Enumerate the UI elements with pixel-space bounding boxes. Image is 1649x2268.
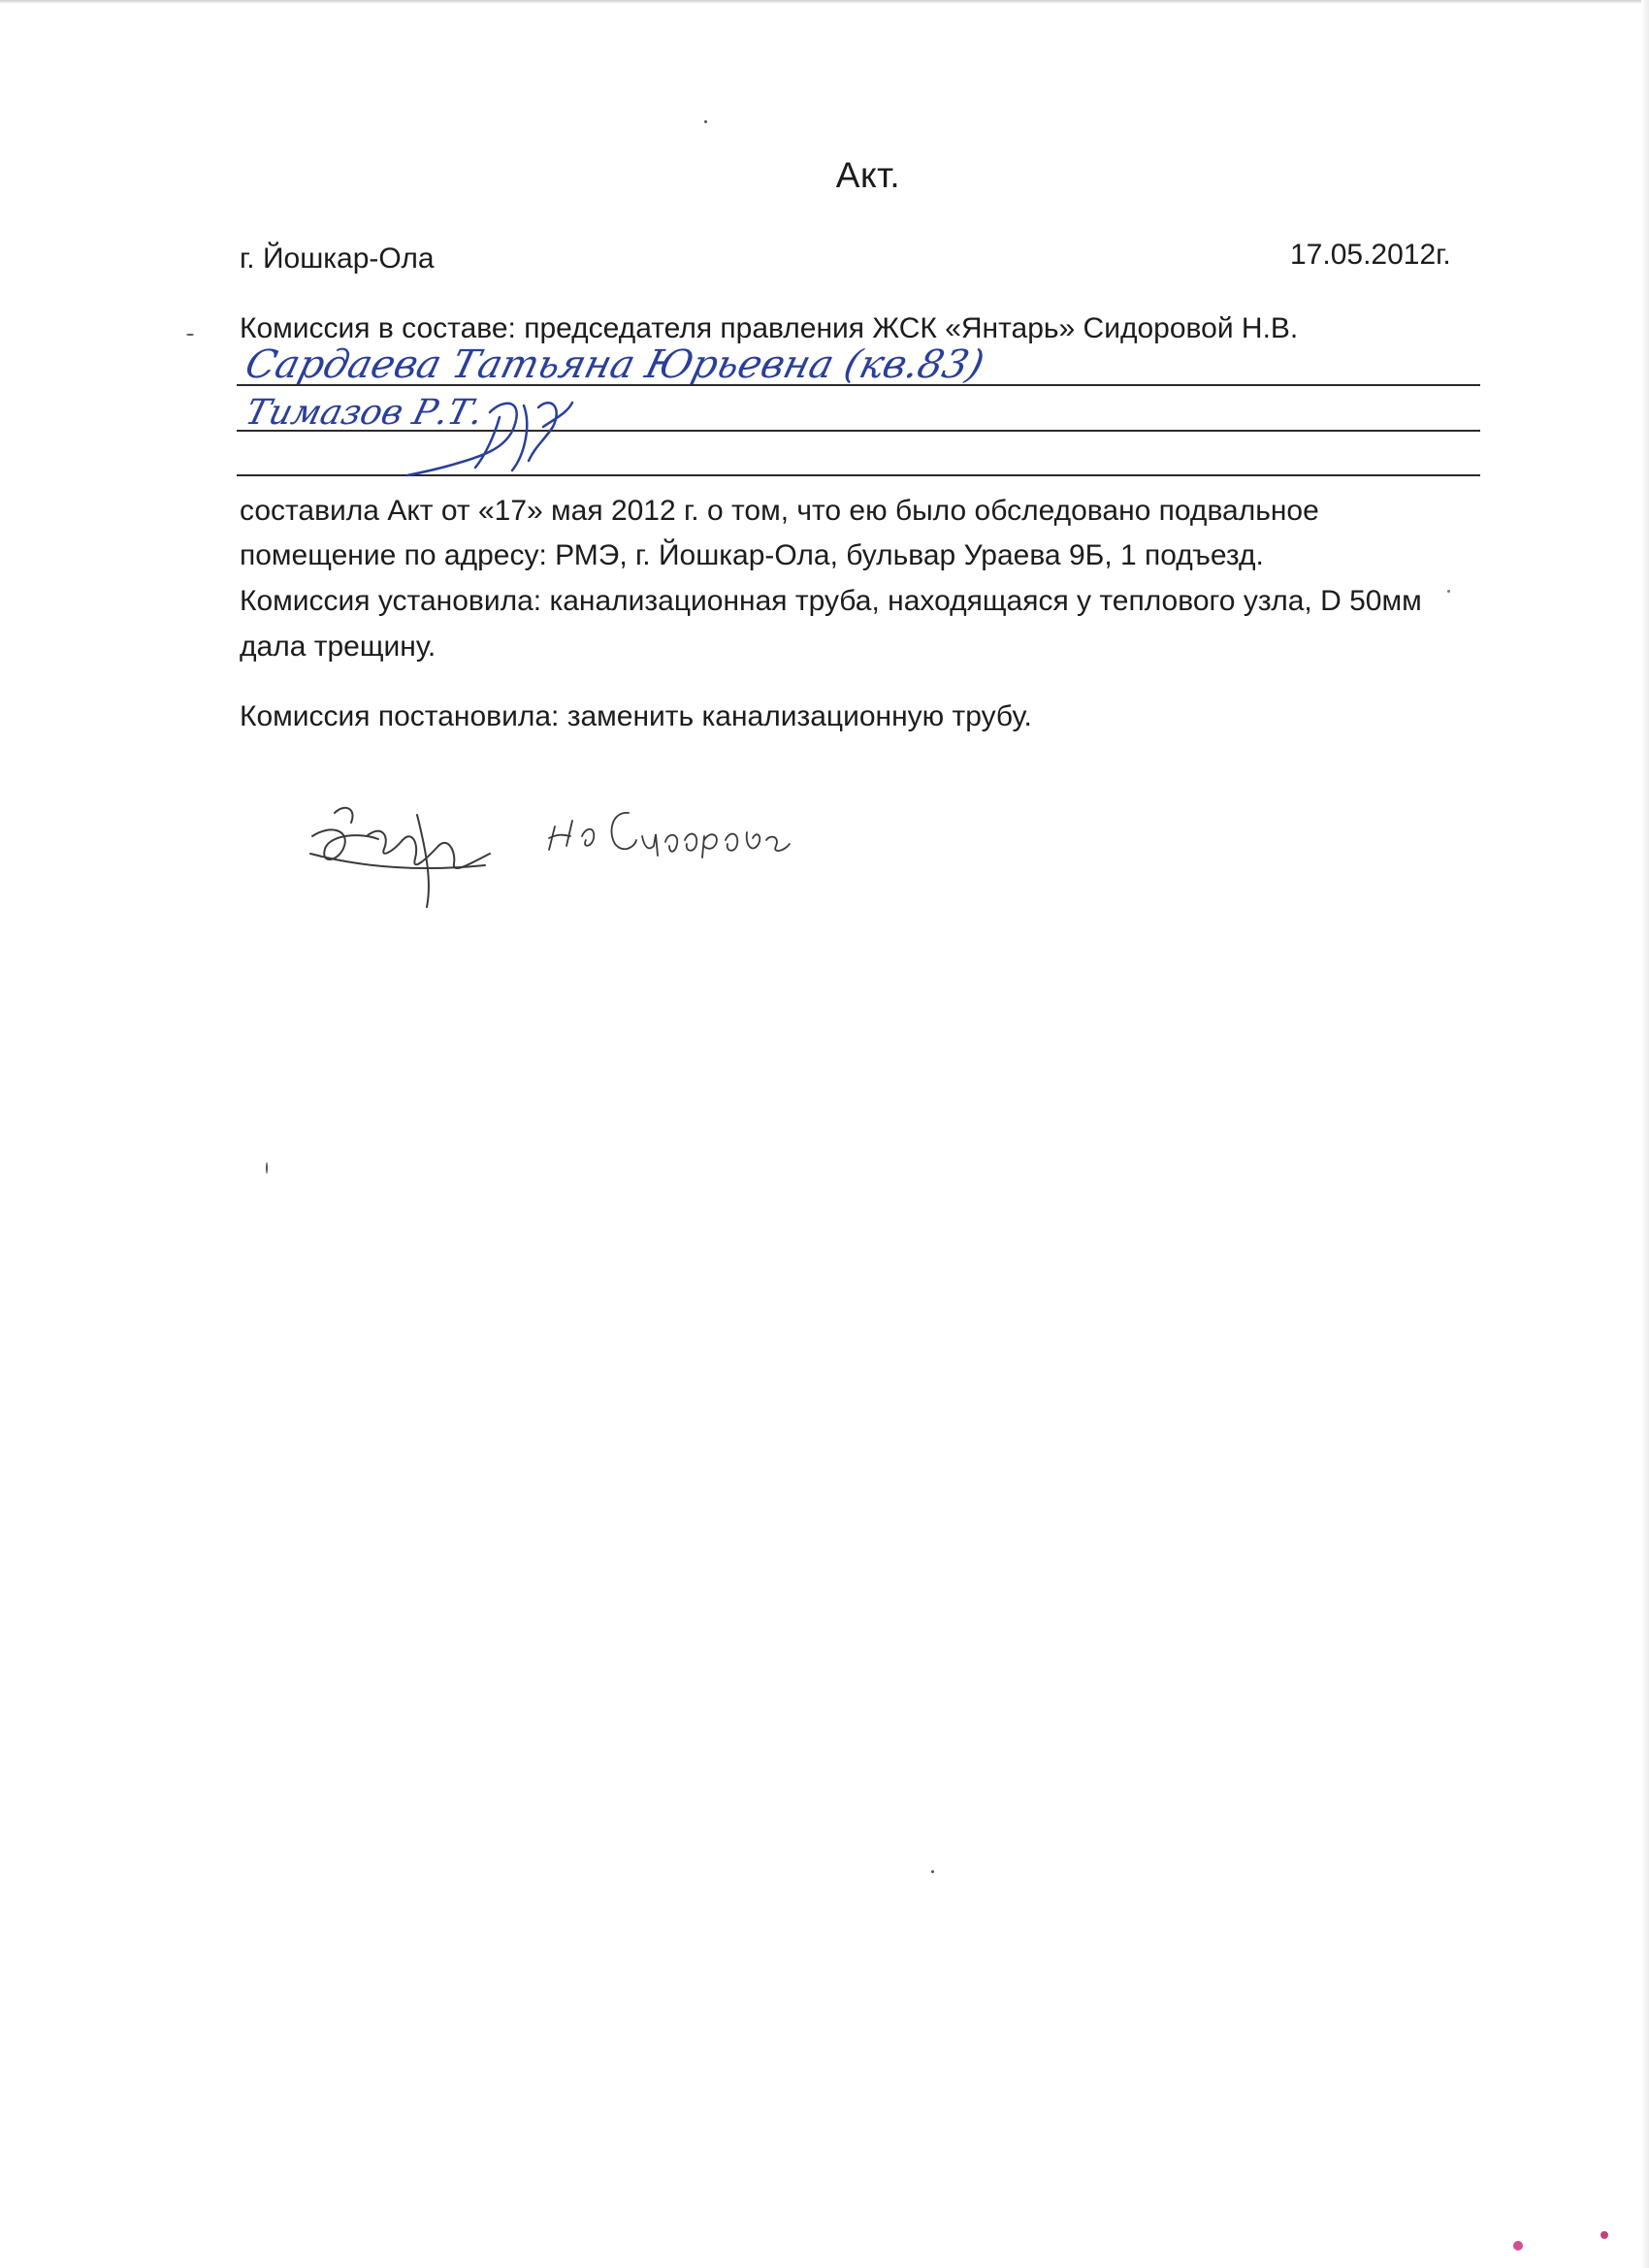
scan-speck <box>266 1162 268 1174</box>
body-line-3: Комиссия установила: канализационная труба, находящаяся у теплового узла, D 50мм <box>240 585 1422 617</box>
scan-speck <box>186 334 194 336</box>
city-label: г. Йошкар-Ола <box>240 243 435 275</box>
body-line-2: помещение по адресу: РМЭ, г. Йошкар-Ола, бульвар Ураева 9Б, 1 подъезд. <box>240 539 1264 571</box>
pencil-name-stroke <box>549 813 790 858</box>
scan-speck <box>931 1870 934 1873</box>
scan-speck <box>704 120 707 123</box>
commission-line: Комиссия в составе: председателя правления ЖСК «Янтарь» Сидоровой Н.В. <box>240 312 1299 344</box>
scan-speck <box>1513 2241 1523 2251</box>
document-date: 17.05.2012г. <box>1290 239 1451 271</box>
scan-speck <box>1600 2231 1608 2239</box>
pencil-signature-stroke <box>310 808 490 907</box>
fill-in-line-1 <box>237 384 1480 386</box>
document-title: Акт. <box>835 155 901 195</box>
body-line-4: дала трещину. <box>240 631 436 663</box>
handwritten-member-2: Тимазов Р.Т. <box>241 393 488 433</box>
scan-speck <box>1447 590 1450 593</box>
body-line-1: составила Акт от «17» мая 2012 г. о том, что ею было обследовано подвальное <box>240 495 1319 527</box>
resolution-line: Комиссия постановила: заменить канализационную трубу. <box>240 700 1032 732</box>
fill-in-line-2 <box>237 430 1480 432</box>
handwritten-member-1: Сардаева Татьяна Юрьевна (кв.83) <box>241 342 989 387</box>
fill-in-line-3 <box>237 474 1480 476</box>
scan-top-edge <box>0 0 1649 4</box>
scan-right-edge <box>1641 0 1649 2268</box>
